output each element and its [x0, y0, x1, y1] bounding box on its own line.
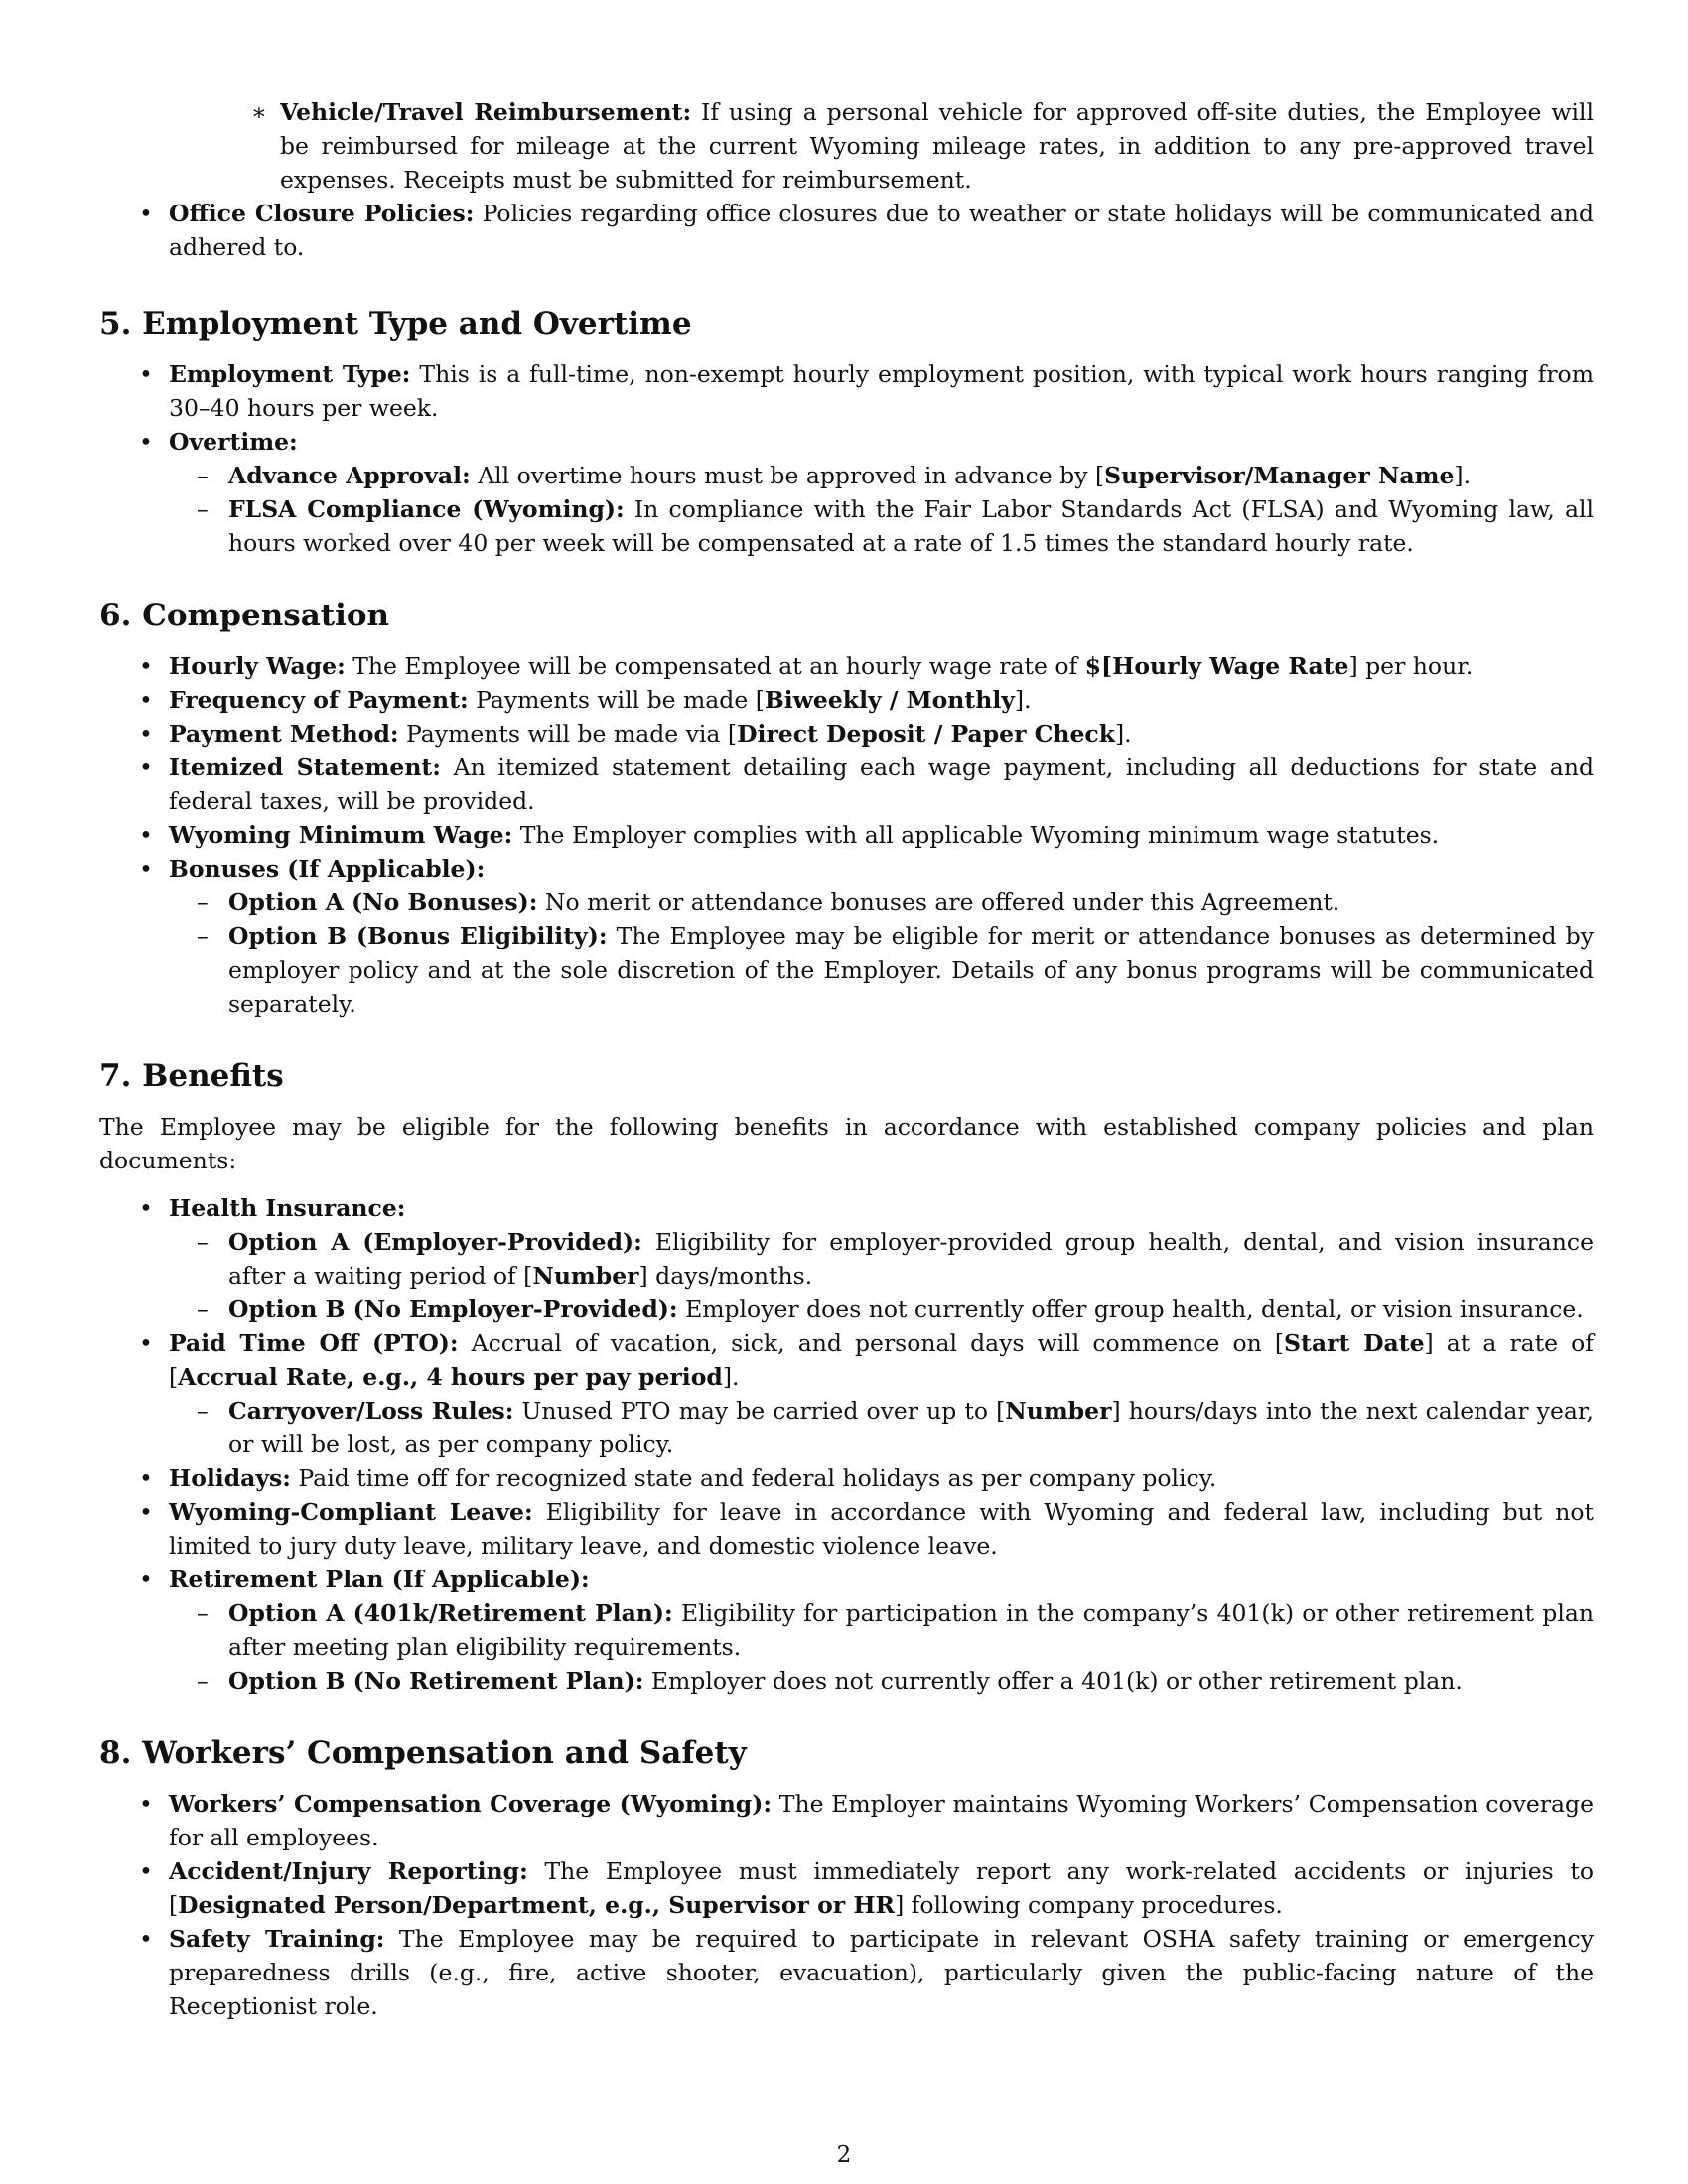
section-6-heading: 6. Compensation	[99, 598, 390, 633]
section-8-list	[99, 1787, 1594, 2023]
list-item-office-closure: • Office Closure Policies: Policies regarding office closures due to weather or state holidays will be communicated and adhered to.	[139, 200, 1594, 261]
section-5-heading: 5. Employment Type and Overtime	[99, 306, 692, 341]
list-item: • Employment Type: This is a full-time, non-exempt hourly employment position, with typical work hours ranging from 30–40 hours per week.	[139, 360, 1594, 422]
list-item: – Option B (No Retirement Plan): Employer does not currently offer a 401(k) or other retirement plan.	[197, 1667, 1463, 1695]
list-item: • Payment Method: Payments will be made via [Direct Deposit / Paper Check].	[139, 720, 1132, 748]
page-content	[99, 95, 1594, 2023]
placeholder-field: Supervisor/Manager Name	[1104, 462, 1455, 489]
list-item: – Carryover/Loss Rules: Unused PTO may be carried over up to [Number] hours/days into the next calendar year, or will be lost, as per company policy.	[197, 1397, 1594, 1458]
list-item-travel: ∗ Vehicle/Travel Reimbursement: If using a personal vehicle for approved off-site duties, the Employee will be reimbursed for mileage at the current Wyoming mileage rates, in addition to any pre-approved travel expenses. Receipts must be submitted for reimbursement.	[251, 98, 1594, 194]
list-item: – Option B (Bonus Eligibility): The Employee may be eligible for merit or attendance bonuses as determined by employer policy and at the sole discretion of the Employer. Details of any bonus programs will be communicated separately.	[197, 922, 1594, 1018]
placeholder-field: Number	[1005, 1397, 1112, 1425]
list-item: • Frequency of Payment: Payments will be made [Biweekly / Monthly].	[139, 686, 1032, 714]
placeholder-field: Direct Deposit / Paper Check	[737, 720, 1116, 748]
list-item: • Holidays: Paid time off for recognized state and federal holidays as per company policy.	[139, 1464, 1217, 1492]
list-item: • Safety Training: The Employee may be required to participate in relevant OSHA safety training or emergency preparedness drills (e.g., fire, active shooter, evacuation), particularly given the public-facing nature of the Receptionist role.	[139, 1925, 1594, 2020]
placeholder-field: $[Hourly Wage Rate	[1084, 652, 1349, 680]
list-item: • Paid Time Off (PTO): Accrual of vacation, sick, and personal days will commence on [Start Date] at a rate of [Accrual Rate, e.g., 4 hours per pay period].	[139, 1329, 1594, 1391]
list-item: – FLSA Compliance (Wyoming): In compliance with the Fair Labor Standards Act (FLSA) and Wyoming law, all hours worked over 40 per week will be compensated at a rate of 1.5 times the standard hourly rate.	[197, 495, 1595, 557]
list-item: • Hourly Wage: The Employee will be compensated at an hourly wage rate of $[Hourly Wage Rate] per hour.	[139, 652, 1474, 680]
list-item: • Bonuses (If Applicable):	[139, 855, 486, 883]
placeholder-field: Biweekly / Monthly	[764, 686, 1015, 714]
list-item: • Workers’ Compensation Coverage (Wyoming): The Employer maintains Wyoming Workers’ Compensation coverage for all employees.	[139, 1790, 1594, 1851]
list-item: • Retirement Plan (If Applicable):	[139, 1566, 590, 1593]
placeholder-field: Designated Person/Department, e.g., Supervisor or HR	[178, 1891, 896, 1919]
list-item: • Overtime:	[139, 428, 298, 456]
list-item: – Option A (No Bonuses): No merit or attendance bonuses are offered under this Agreement.	[197, 888, 1340, 916]
placeholder-field: Accrual Rate, e.g., 4 hours per pay period	[178, 1363, 723, 1391]
section-8-heading: 8. Workers’ Compensation and Safety	[99, 1735, 747, 1771]
section-6-list	[99, 649, 1594, 1021]
section-7-list	[99, 1191, 1594, 1698]
list-item: • Accident/Injury Reporting: The Employee must immediately report any work-related accidents or injuries to [Designated Person/Department, e.g., Supervisor or HR] following company procedures.	[139, 1857, 1594, 1919]
section-7-heading: 7. Benefits	[99, 1058, 284, 1094]
placeholder-field: Number	[532, 1262, 639, 1290]
list-item: • Itemized Statement: An itemized statement detailing each wage payment, including all deductions for state and federal taxes, will be provided.	[139, 753, 1594, 815]
list-item: – Option B (No Employer-Provided): Employer does not currently offer group health, dental, or vision insurance.	[197, 1296, 1584, 1323]
list-item: • Wyoming-Compliant Leave: Eligibility for leave in accordance with Wyoming and federal law, including but not limited to jury duty leave, military leave, and domestic violence leave.	[139, 1498, 1594, 1560]
placeholder-field: Start Date	[1284, 1329, 1425, 1357]
list-item: • Wyoming Minimum Wage: The Employer complies with all applicable Wyoming minimum wage statutes.	[139, 821, 1440, 849]
section-5-list	[99, 357, 1594, 560]
page-number: 2	[836, 2142, 852, 2168]
list-item: • Health Insurance:	[139, 1194, 406, 1222]
list-item: – Option A (401k/Retirement Plan): Eligibility for participation in the company’s 401(k) or other retirement plan after meeting plan eligibility requirements.	[197, 1599, 1594, 1661]
list-item: – Option A (Employer-Provided): Eligibility for employer-provided group health, dental, and vision insurance after a waiting period of [Number] days/months.	[197, 1228, 1594, 1290]
continued-list	[99, 95, 1594, 264]
list-item: – Advance Approval: All overtime hours must be approved in advance by [Supervisor/Manager Name].	[197, 462, 1472, 489]
section-7-intro: The Employee may be eligible for the following benefits in accordance with established company policies and plan documents:	[99, 1113, 1594, 1174]
